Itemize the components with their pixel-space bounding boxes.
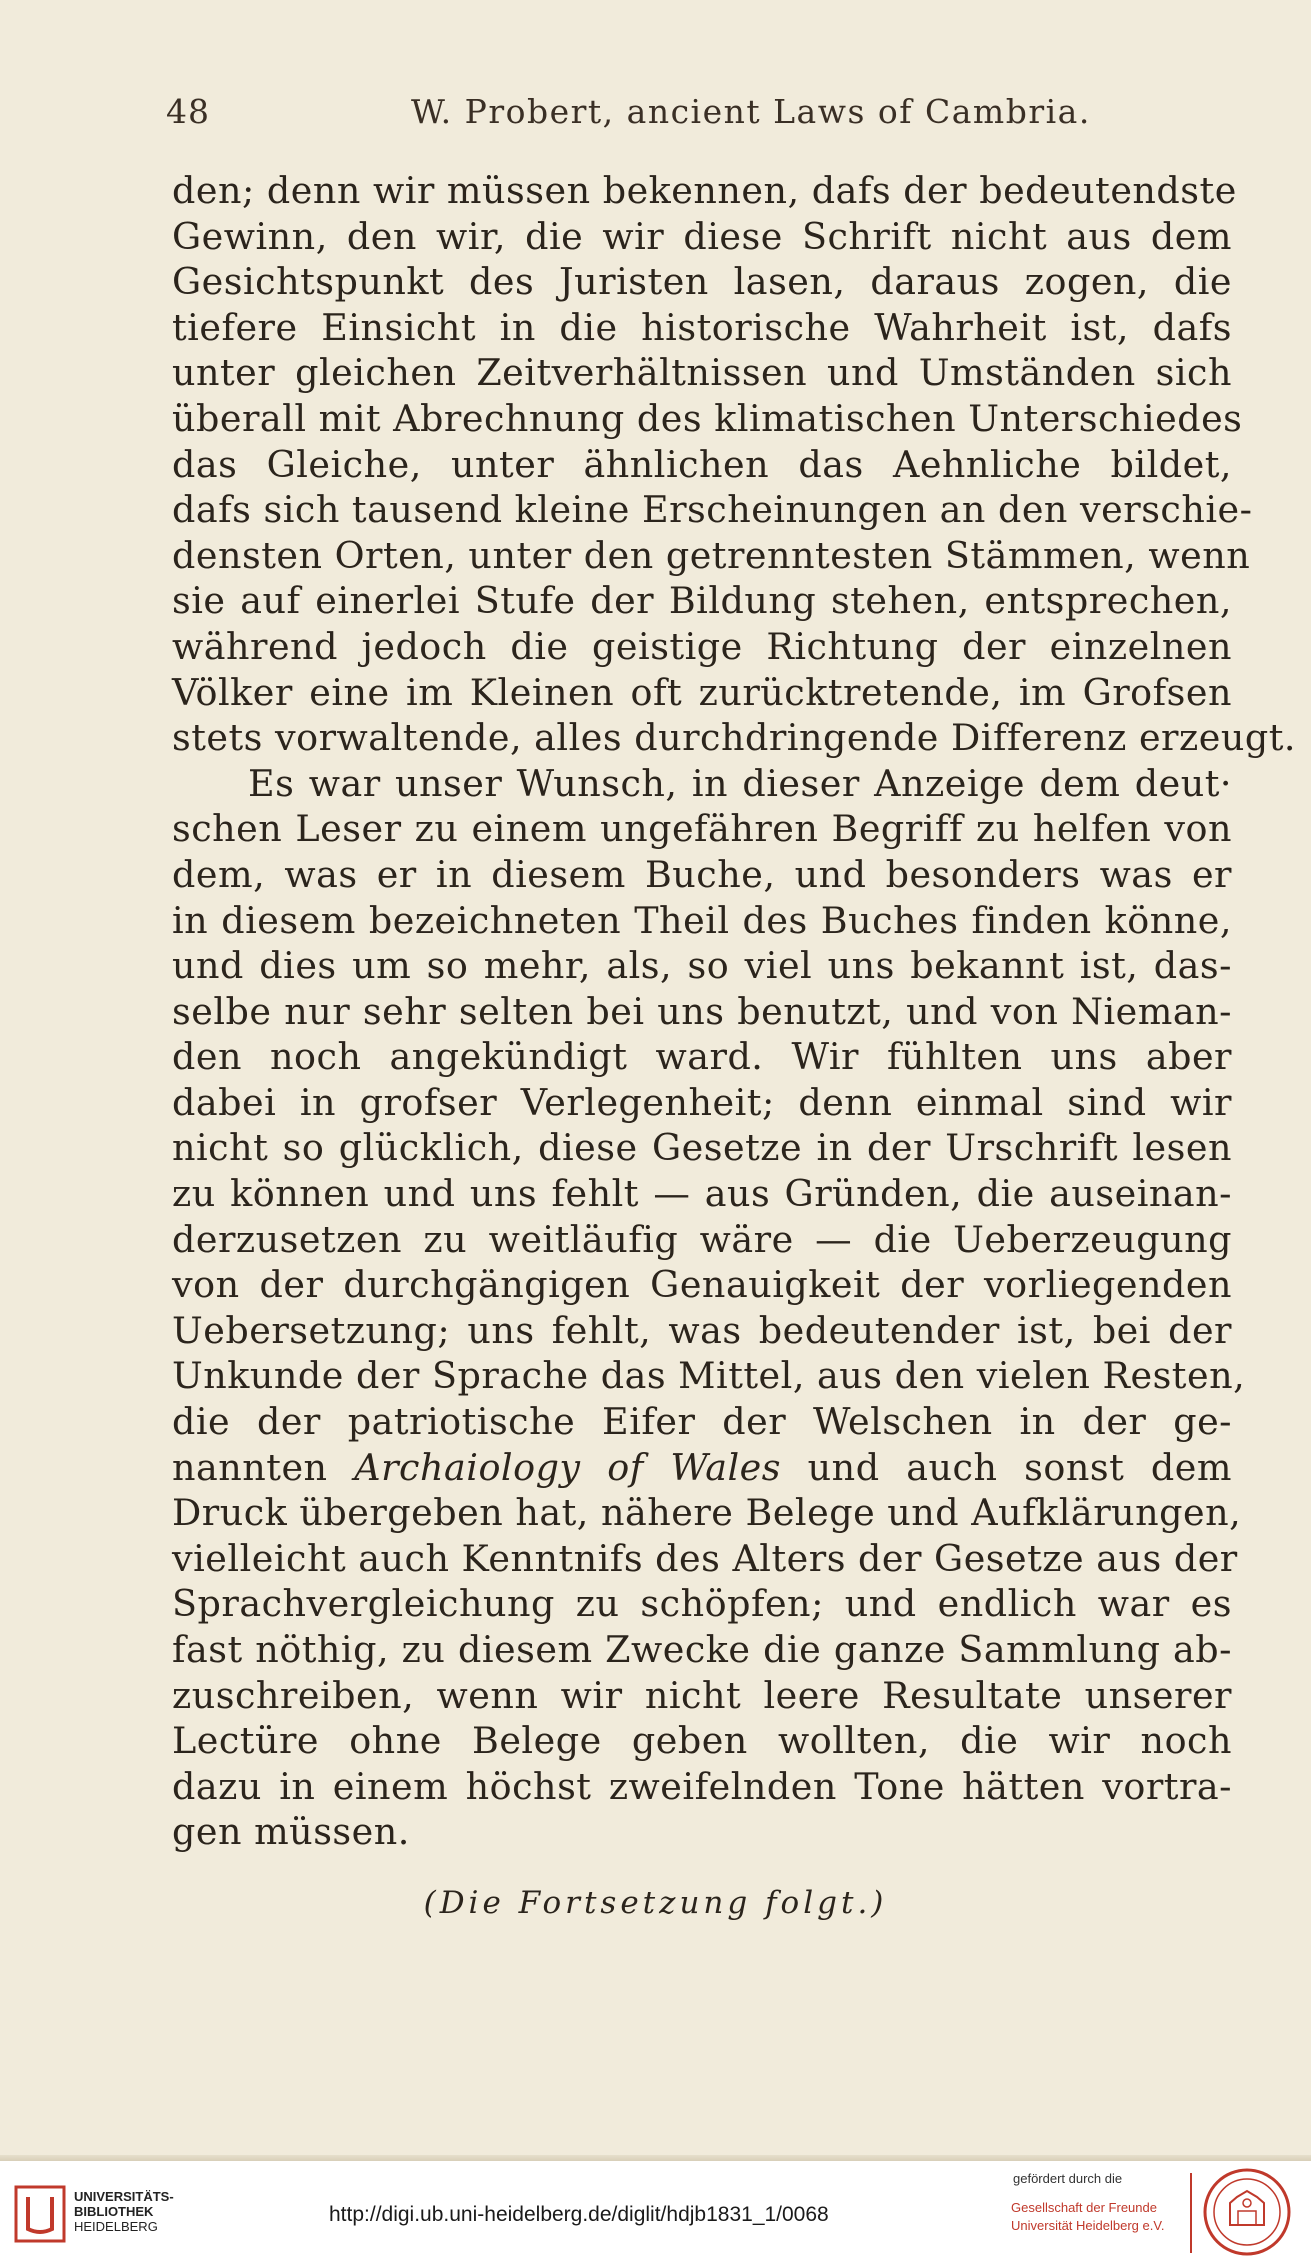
sponsor-caption: gefördert durch die — [1013, 2171, 1123, 2186]
text-line: schen Leser zu einem ungefähren Begriff zu helfen von — [172, 807, 1232, 851]
permalink-url[interactable]: http://digi.ub.uni-heidelberg.de/diglit/hdjb1831_1/0068 — [329, 2203, 829, 2226]
university-seal-icon — [1202, 2167, 1292, 2257]
library-name — [74, 2189, 214, 2234]
library-name-line: UNIVERSITÄTS- — [74, 2189, 174, 2204]
text-line: und dies um so mehr, als, so viel uns bekannt ist, das- — [172, 944, 1232, 988]
sponsor-name-line: Universität Heidelberg e.V. — [1011, 2218, 1165, 2233]
text-line: stets vorwaltende, alles durchdringende Differenz erzeugt. — [172, 716, 1296, 760]
text-line: während jedoch die geistige Richtung der einzelnen — [172, 624, 1232, 668]
text-line: dafs sich tausend kleine Erscheinungen an den verschie- — [172, 488, 1253, 532]
text-line: Lectüre ohne Belege geben wollten, die wir noch — [172, 1719, 1232, 1763]
text-line: Gewinn, den wir, die wir diese Schrift nicht aus dem — [172, 214, 1232, 258]
text-line: dem, was er in diesem Buche, und besonders was er — [172, 852, 1232, 896]
sponsor-name — [1011, 2199, 1186, 2235]
text-line: Uebersetzung; uns fehlt, was bedeutender ist, bei der — [172, 1308, 1232, 1352]
library-logo-icon — [14, 2183, 66, 2245]
text-line: den; denn wir müssen bekennen, dafs der bedeutendste — [172, 169, 1237, 212]
text-line: den noch angekündigt ward. Wir fühlten uns aber — [172, 1035, 1232, 1079]
text-line: von der durchgängigen Genauigkeit der vorliegenden — [172, 1263, 1232, 1307]
text-line: tiefere Einsicht in die historische Wahrheit ist, dafs — [172, 305, 1232, 349]
body-text — [172, 168, 1296, 1855]
text-line: dazu in einem höchst zweifelnden Tone hätten vortra- — [172, 1764, 1232, 1808]
text-line: gen müssen. — [172, 1810, 410, 1854]
text-line: dabei in grofser Verlegenheit; denn einmal sind wir — [172, 1080, 1232, 1124]
text-line: zu können und uns fehlt — aus Gründen, die auseinan- — [172, 1172, 1232, 1216]
page-number: 48 — [166, 92, 210, 131]
text-line: selbe nur sehr selten bei uns benutzt, und von Nieman- — [172, 989, 1232, 1033]
text-line: zuschreiben, wenn wir nicht leere Resultate unserer — [172, 1673, 1232, 1717]
text-segment: und auch sonst dem — [781, 1445, 1232, 1489]
text-line: überall mit Abrechnung des klimatischen Unterschiedes — [172, 396, 1243, 440]
text-line: sie auf einerlei Stufe der Bildung stehen, entsprechen, — [172, 579, 1232, 623]
sponsor-divider — [1190, 2173, 1192, 2253]
running-head — [166, 92, 1241, 138]
sponsor-name-line: Gesellschaft der Freunde — [1011, 2200, 1157, 2215]
continuation-note: (Die Fortsetzung folgt.) — [423, 1885, 888, 1921]
text-line: Gesichtspunkt des Juristen lasen, daraus zogen, die — [172, 260, 1232, 304]
text-line: die der patriotische Eifer der Welschen in der ge- — [172, 1400, 1232, 1444]
running-head-title: W. Probert, ancient Laws of Cambria. — [411, 92, 1091, 131]
text-line: densten Orten, unter den getrenntesten Stämmen, wenn — [172, 533, 1251, 577]
text-line: Sprachvergleichung zu schöpfen; und endlich war es — [172, 1582, 1232, 1626]
text-line: vielleicht auch Kenntnifs des Alters der Gesetze aus der — [172, 1536, 1238, 1580]
text-segment: nannten — [172, 1445, 355, 1489]
text-line: fast nöthig, zu diesem Zwecke die ganze Sammlung ab- — [172, 1628, 1232, 1671]
library-name-line: HEIDELBERG — [74, 2219, 158, 2234]
text-line: in diesem bezeichneten Theil des Buches finden könne, — [172, 898, 1232, 942]
text-line: nicht so glücklich, diese Gesetze in der Urschrift lesen — [172, 1126, 1232, 1170]
text-line: Völker eine im Kleinen oft zurücktretende, im Grofsen — [172, 670, 1232, 714]
text-line: unter gleichen Zeitverhältnissen und Umständen sich — [172, 351, 1232, 395]
text-line: Unkunde der Sprache das Mittel, aus den vielen Resten, — [172, 1354, 1246, 1398]
book-title: Archaiology of Wales — [354, 1445, 781, 1489]
text-line — [172, 1445, 1232, 1491]
text-line: derzusetzen zu weitläufig wäre — die Ueberzeugung — [172, 1217, 1232, 1261]
footer-bar — [0, 2161, 1311, 2261]
library-name-line: BIBLIOTHEK — [74, 2204, 154, 2219]
text-line: Druck übergeben hat, nähere Belege und Aufklärungen, — [172, 1491, 1242, 1535]
text-line: das Gleiche, unter ähnlichen das Aehnliche bildet, — [172, 442, 1232, 486]
text-line: Es war unser Wunsch, in dieser Anzeige dem deut· — [248, 761, 1232, 805]
